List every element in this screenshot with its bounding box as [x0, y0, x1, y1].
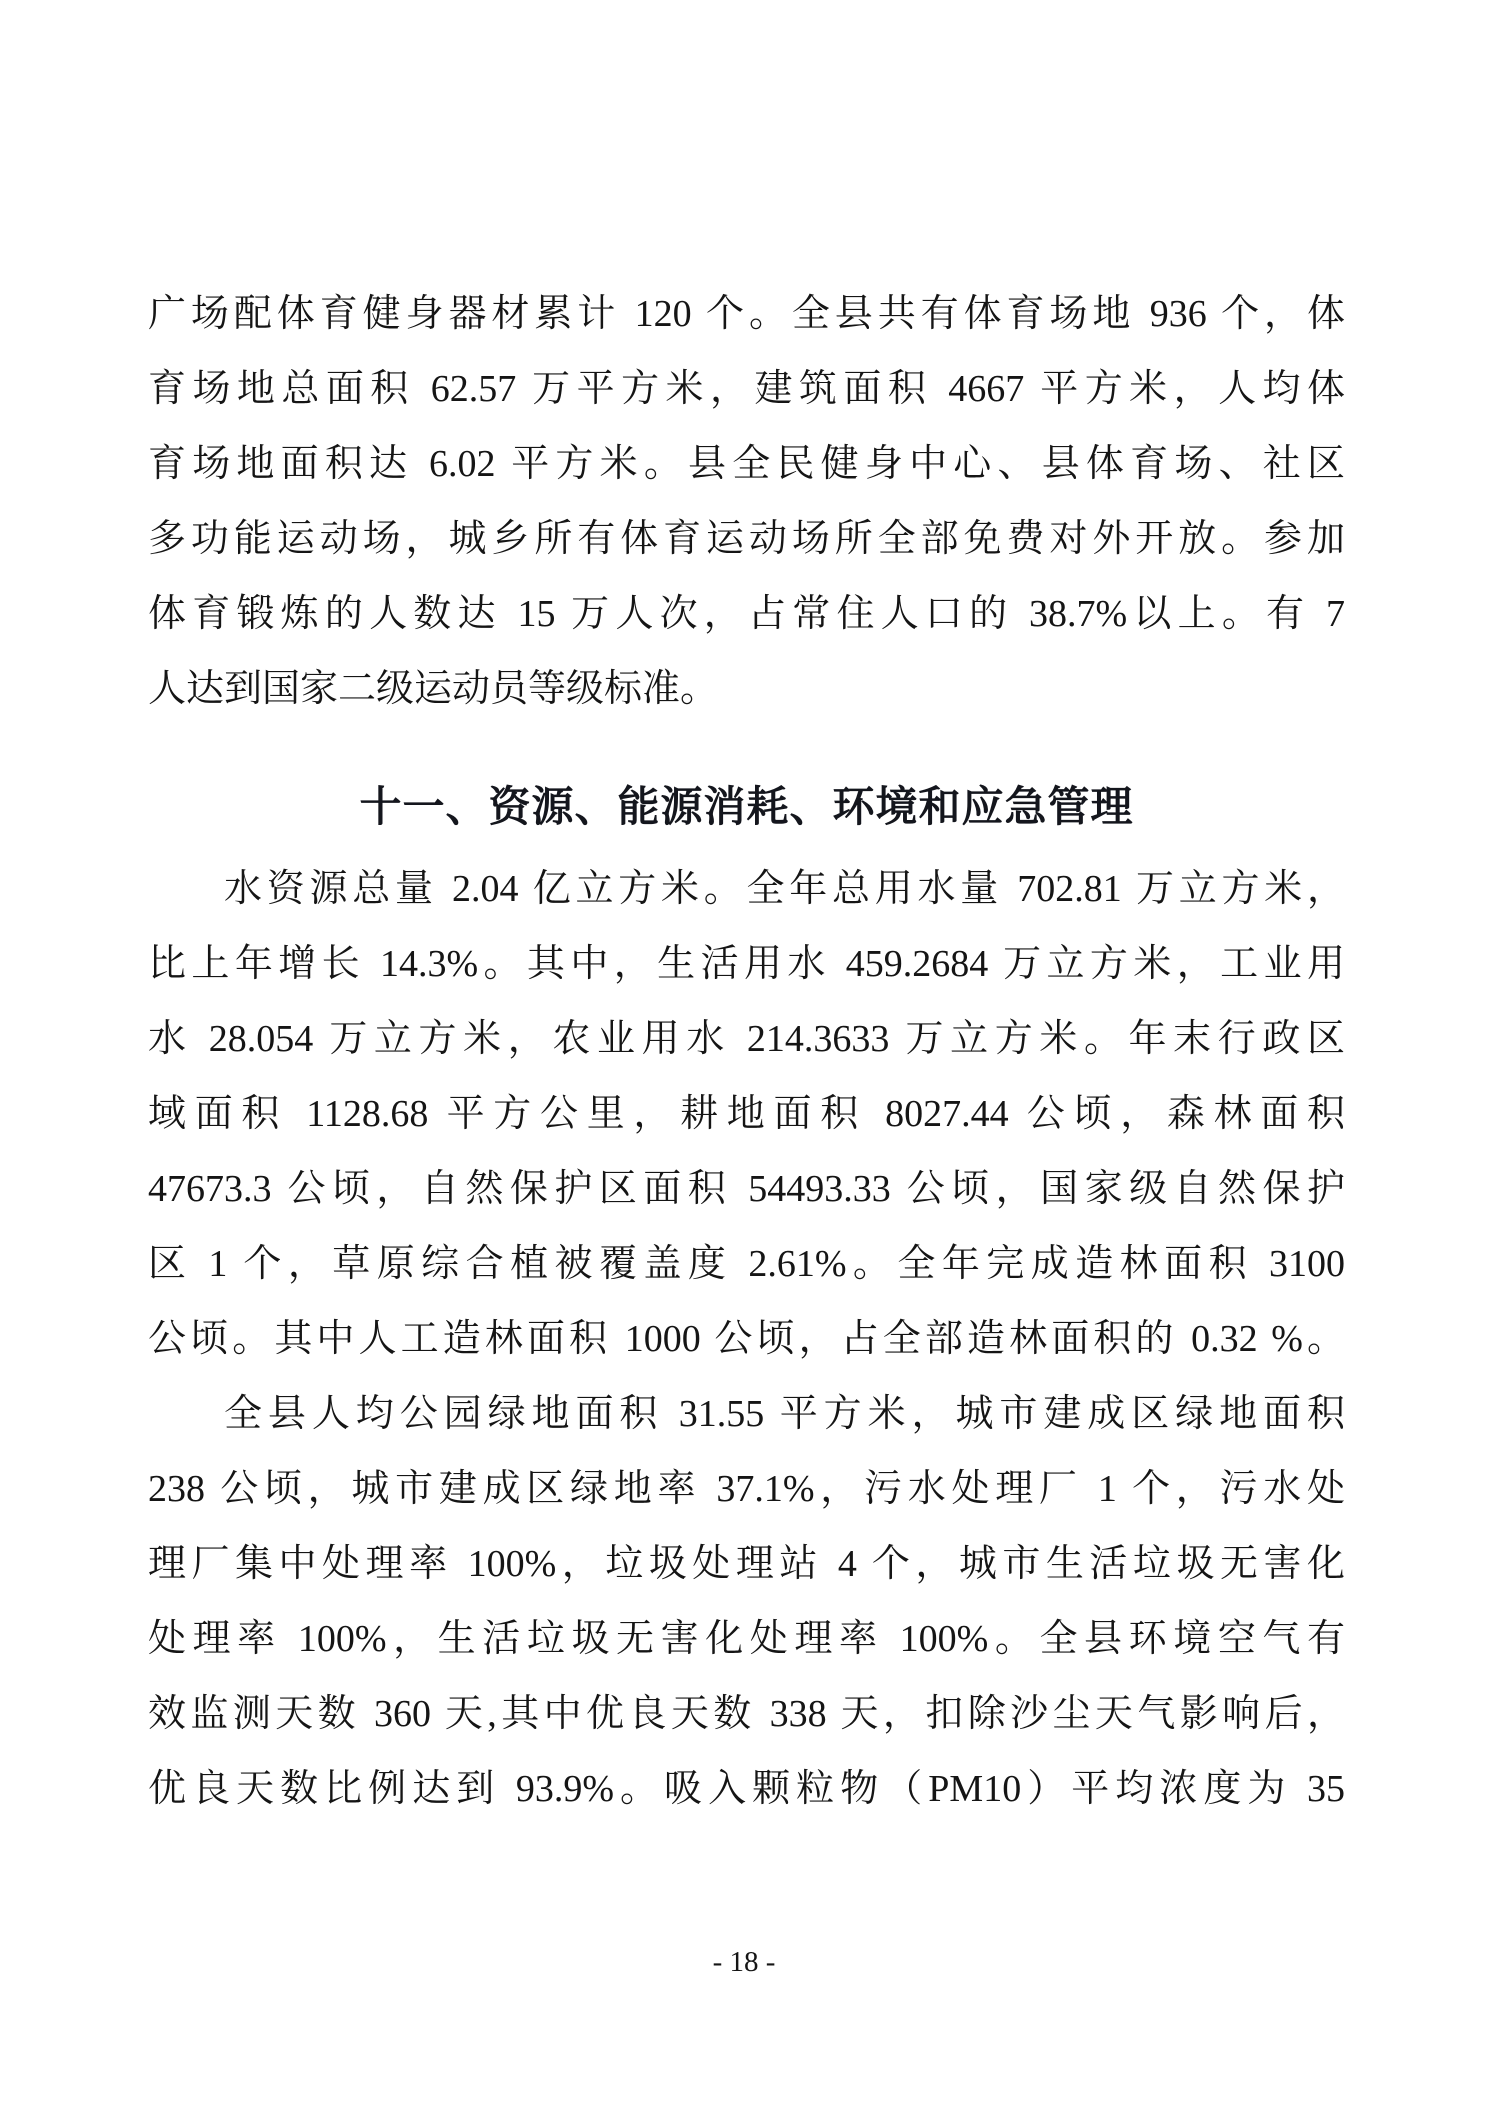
text-line: 比上年增长 14.3%。其中，生活用水 459.2684 万立方米，工业用 — [148, 943, 1345, 985]
text-line: 广场配体育健身器材累计 120 个。全县共有体育场地 936 个，体 — [148, 293, 1345, 335]
text-line: 全县人均公园绿地面积 31.55 平方米，城市建成区绿地面积 — [224, 1393, 1345, 1435]
text-line: 水 28.054 万立方米，农业用水 214.3633 万立方米。年末行政区 — [148, 1018, 1345, 1060]
section-heading: 十一、资源、能源消耗、环境和应急管理 — [359, 783, 1134, 830]
text-line: 238 公顷，城市建成区绿地率 37.1%，污水处理厂 1 个，污水处 — [148, 1468, 1345, 1510]
text-line: 人达到国家二级运动员等级标准。 — [148, 668, 719, 710]
text-line: 理厂集中处理率 100%，垃圾处理站 4 个，城市生活垃圾无害化 — [148, 1543, 1345, 1585]
text-line: 区 1 个，草原综合植被覆盖度 2.61%。全年完成造林面积 3100 — [148, 1243, 1345, 1285]
text-line: 多功能运动场，城乡所有体育运动场所全部免费对外开放。参加 — [148, 518, 1345, 560]
text-line: 域面积 1128.68 平方公里，耕地面积 8027.44 公顷，森林面积 — [148, 1093, 1345, 1135]
paragraph — [148, 852, 1345, 1377]
text-line: 效监测天数 360 天,其中优良天数 338 天，扣除沙尘天气影响后， — [148, 1693, 1345, 1735]
text-line: 体育锻炼的人数达 15 万人次，占常住人口的 38.7%以上。有 7 — [148, 593, 1345, 635]
text-line: 育场地面积达 6.02 平方米。县全民健身中心、县体育场、社区 — [148, 443, 1345, 485]
text-line: 处理率 100%，生活垃圾无害化处理率 100%。全县环境空气有 — [148, 1618, 1345, 1660]
text-line: 育场地总面积 62.57 万平方米，建筑面积 4667 平方米，人均体 — [148, 368, 1345, 410]
text-line: 水资源总量 2.04 亿立方米。全年总用水量 702.81 万立方米， — [224, 868, 1345, 910]
paragraph — [148, 1377, 1345, 1827]
paragraph — [148, 277, 1345, 727]
page-number: - 18 - — [712, 1946, 776, 1978]
text-line: 47673.3 公顷，自然保护区面积 54493.33 公顷，国家级自然保护 — [148, 1168, 1345, 1210]
text-line: 公顷。其中人工造林面积 1000 公顷，占全部造林面积的 0.32 %。 — [148, 1318, 1345, 1360]
text-line: 优良天数比例达到 93.9%。吸入颗粒物（PM10）平均浓度为 35 — [148, 1768, 1345, 1810]
document-content — [148, 277, 1345, 1827]
